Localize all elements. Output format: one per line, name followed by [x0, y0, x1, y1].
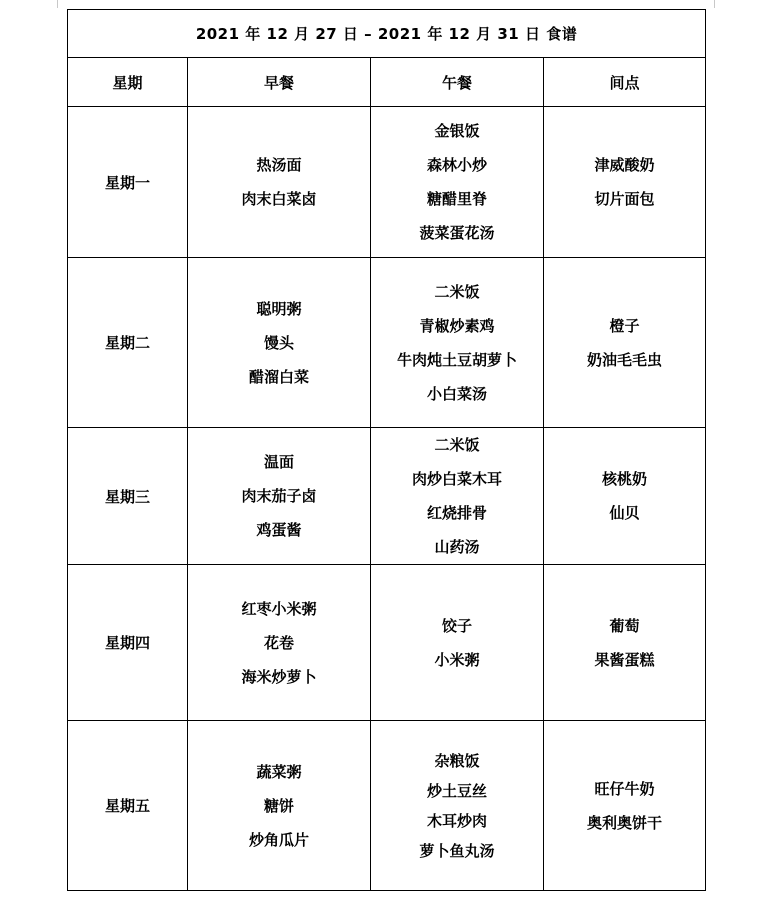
- snack-cell: [544, 565, 706, 721]
- breakfast-cell: [188, 428, 371, 565]
- menu-item: 二米饭: [434, 436, 480, 454]
- header-snack: 间点: [544, 58, 706, 107]
- table-row: [68, 258, 706, 428]
- menu-table: [67, 9, 706, 891]
- menu-item: 葡萄: [609, 616, 640, 635]
- day-cell: 星期五: [68, 721, 188, 891]
- menu-title: 2021 年 12 月 27 日 – 2021 年 12 月 31 日 食谱: [68, 10, 706, 58]
- menu-item: 金银饭: [434, 122, 480, 140]
- menu-item: 奶油毛毛虫: [587, 350, 663, 369]
- menu-item: 萝卜鱼丸汤: [419, 841, 495, 860]
- day-cell: 星期一: [68, 107, 188, 258]
- lunch-cell: [371, 258, 544, 428]
- table-row: [68, 565, 706, 721]
- menu-item: 蔬菜粥: [256, 762, 302, 781]
- menu-item: 橙子: [609, 316, 640, 335]
- menu-item: 山药汤: [434, 538, 480, 556]
- menu-item: 杂粮饭: [434, 751, 480, 770]
- header-lunch: 午餐: [371, 58, 544, 107]
- menu-item: 仙贝: [609, 504, 640, 522]
- menu-item: 饺子: [441, 616, 472, 635]
- header-weekday: 星期: [68, 58, 188, 107]
- lunch-cell: [371, 428, 544, 565]
- snack-cell: [544, 107, 706, 258]
- day-cell: 星期三: [68, 428, 188, 565]
- snack-cell: [544, 721, 706, 891]
- menu-item: 鸡蛋酱: [256, 521, 302, 539]
- menu-item: 小白菜汤: [426, 384, 487, 403]
- menu-item: 核桃奶: [602, 470, 648, 488]
- menu-item: 牛肉炖土豆胡萝卜: [396, 350, 517, 369]
- snack-cell: [544, 258, 706, 428]
- table-row: [68, 107, 706, 258]
- page-corner-mark-left: [57, 0, 58, 8]
- breakfast-cell: [188, 258, 371, 428]
- breakfast-cell: [188, 721, 371, 891]
- menu-item: 二米饭: [434, 282, 480, 301]
- table-row: [68, 428, 706, 565]
- menu-item: 海米炒萝卜: [241, 667, 317, 686]
- lunch-cell: [371, 721, 544, 891]
- menu-item: 菠菜蛋花汤: [419, 224, 495, 242]
- menu-item: 森林小炒: [426, 156, 487, 174]
- day-cell: 星期二: [68, 258, 188, 428]
- menu-item: 青椒炒素鸡: [419, 316, 495, 335]
- menu-item: 红枣小米粥: [241, 599, 317, 618]
- breakfast-cell: [188, 107, 371, 258]
- menu-item: 炒土豆丝: [426, 781, 487, 800]
- menu-item: 温面: [263, 453, 294, 471]
- menu-item: 炒角瓜片: [248, 830, 309, 849]
- menu-item: 肉末茄子卤: [241, 487, 317, 505]
- menu-item: 醋溜白菜: [248, 367, 309, 386]
- menu-item: 肉末白菜卤: [241, 190, 317, 208]
- breakfast-cell: [188, 565, 371, 721]
- menu-item: 糖醋里脊: [426, 190, 487, 208]
- menu-item: 旺仔牛奶: [594, 779, 655, 798]
- page-corner-mark-right: [714, 0, 715, 8]
- header-breakfast: 早餐: [188, 58, 371, 107]
- menu-item: 聪明粥: [256, 299, 302, 318]
- menu-item: 馒头: [263, 333, 294, 352]
- lunch-cell: [371, 107, 544, 258]
- menu-item: 热汤面: [256, 156, 302, 174]
- menu-item: 果酱蛋糕: [594, 650, 655, 669]
- snack-cell: [544, 428, 706, 565]
- day-cell: 星期四: [68, 565, 188, 721]
- menu-item: 花卷: [263, 633, 294, 652]
- menu-item: 木耳炒肉: [426, 811, 487, 830]
- menu-item: 肉炒白菜木耳: [411, 470, 502, 488]
- menu-item: 津威酸奶: [594, 156, 655, 174]
- menu-item: 切片面包: [594, 190, 655, 208]
- table-row: [68, 721, 706, 891]
- menu-item: 小米粥: [434, 650, 480, 669]
- menu-item: 奥利奥饼干: [587, 813, 663, 832]
- lunch-cell: [371, 565, 544, 721]
- menu-item: 糖饼: [263, 796, 294, 815]
- menu-item: 红烧排骨: [426, 504, 487, 522]
